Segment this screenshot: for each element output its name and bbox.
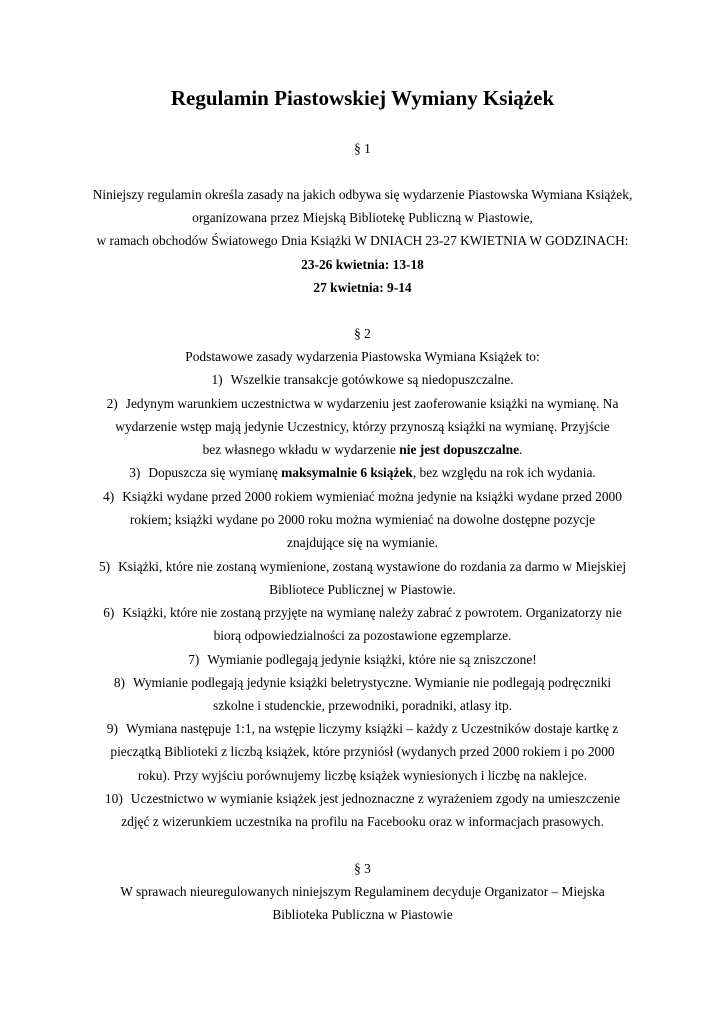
section-3-line-2: Biblioteka Publiczna w Piastowie [272, 907, 453, 922]
rule-2-text-3-bold: nie jest dopuszczalne [399, 442, 520, 457]
rule-6-text-1: Książki, które nie zostaną przyjęte na wymianę należy zabrać z powrotem. Organizatorzy nie [122, 605, 622, 620]
rule-2-line-1 [0, 392, 725, 415]
section-2-intro: Podstawowe zasady wydarzenia Piastowska Wymiana Książek to: [185, 349, 540, 364]
rule-8-number: 8) [113, 675, 125, 690]
rule-7-text: Wymianie podlegają jedynie książki, które nie są zniszczone! [207, 652, 537, 667]
rule-5-number: 5) [98, 559, 111, 574]
section-1-line-2: organizowana przez Miejską Bibliotekę Publiczną w Piastowie, [192, 210, 533, 225]
rule-3-text-bold: maksymalnie 6 książek [281, 465, 413, 480]
section-3-heading: § 3 [354, 861, 371, 876]
section-1-dates-2: 27 kwietnia: 9-14 [313, 280, 412, 295]
rule-4-text-1: Książki wydane przed 2000 rokiem wymieniać można jedynie na książki wydane przed 2000 [122, 489, 622, 504]
rule-4-line-3: znajdujące się na wymianie. [287, 535, 438, 550]
section-2-heading: § 2 [354, 326, 371, 341]
rule-10-text-1: Uczestnictwo w wymianie książek jest jednoznaczne z wyrażeniem zgody na umieszczenie [130, 791, 621, 806]
rule-9-line-1 [0, 717, 725, 740]
section-1-dates-1: 23-26 kwietnia: 13-18 [301, 257, 424, 272]
rule-4-line-2: rokiem; książki wydane po 2000 roku można wymieniać na dowolne dostępne pozycje [129, 512, 596, 527]
rule-7 [0, 648, 725, 671]
rule-2-text-1: Jedynym warunkiem uczestnictwa w wydarzeniu jest zaoferowanie książki na wymianę. Na [125, 396, 619, 411]
rule-9-number: 9) [106, 721, 118, 736]
rule-8-line-1 [0, 671, 725, 694]
document-title: Regulamin Piastowskiej Wymiany Książek [170, 86, 555, 110]
rule-1 [0, 368, 725, 391]
rule-10-line-2: zdjęć z wizerunkiem uczestnika na profilu na Facebooku oraz w informacjach prasowych. [121, 814, 604, 829]
rule-4-number: 4) [103, 489, 115, 504]
section-1-line-3: w ramach obchodów Światowego Dnia Książki W DNIACH 23-27 KWIETNIA W GODZINACH: [96, 233, 629, 248]
rule-3 [0, 461, 725, 484]
rule-10-line-1 [0, 787, 725, 810]
rule-9-text-1: Wymiana następuje 1:1, na wstępie liczymy książki – każdy z Uczestników dostaje kartkę z [125, 721, 619, 736]
rule-3-text-a: Dopuszcza się wymianę [148, 465, 282, 480]
rule-2-text-3a: bez własnego wkładu w wydarzenie [202, 442, 400, 457]
rule-9-line-2: pieczątką Biblioteki z liczbą książek, które przyniósł (wydanych przed 2000 rokiem i po 2000 [110, 744, 615, 759]
rule-3-number: 3) [129, 465, 141, 480]
rule-1-text: Wszelkie transakcje gotówkowe są niedopuszczalne. [230, 372, 514, 387]
section-1-line-1: Niniejszy regulamin określa zasady na jakich odbywa się wydarzenie Piastowska Wymiana Książek, [92, 187, 633, 202]
rule-2-number: 2) [106, 396, 118, 411]
rule-10-number: 10) [104, 791, 123, 806]
rule-5-text-1: Książki, które nie zostaną wymienione, zostaną wystawione do rozdania za darmo w Miejskiej [118, 559, 627, 574]
rule-2-text-3c: . [519, 442, 523, 457]
rule-3-text-c: , bez względu na rok ich wydania. [412, 465, 596, 480]
rule-4-line-1 [0, 485, 725, 508]
rule-8-line-2: szkolne i studenckie, przewodniki, poradniki, atlasy itp. [213, 698, 512, 713]
rule-8-text-1: Wymianie podlegają jedynie książki beletrystyczne. Wymianie nie podlegają podręczniki [132, 675, 612, 690]
rule-7-number: 7) [188, 652, 200, 667]
rule-5-line-1 [0, 555, 725, 578]
section-1-heading: § 1 [354, 141, 371, 156]
rule-6-number: 6) [103, 605, 115, 620]
rule-2-line-3 [0, 438, 725, 461]
rule-2-line-2: wydarzenie wstęp mają jedynie Uczestnicy, którzy przynoszą książki na wymianę. Przyjście [115, 419, 610, 434]
section-3-line-1: W sprawach nieuregulowanych niniejszym Regulaminem decyduje Organizator – Miejska [120, 884, 605, 899]
rule-6-line-2: biorą odpowiedzialności za pozostawione egzemplarze. [213, 628, 512, 643]
rule-1-number: 1) [211, 372, 223, 387]
rule-6-line-1 [0, 601, 725, 624]
rule-9-line-3: roku). Przy wyjściu porównujemy liczbę książek wyniesionych i liczbę na naklejce. [137, 768, 588, 783]
rule-5-line-2: Bibliotece Publicznej w Piastowie. [269, 582, 456, 597]
